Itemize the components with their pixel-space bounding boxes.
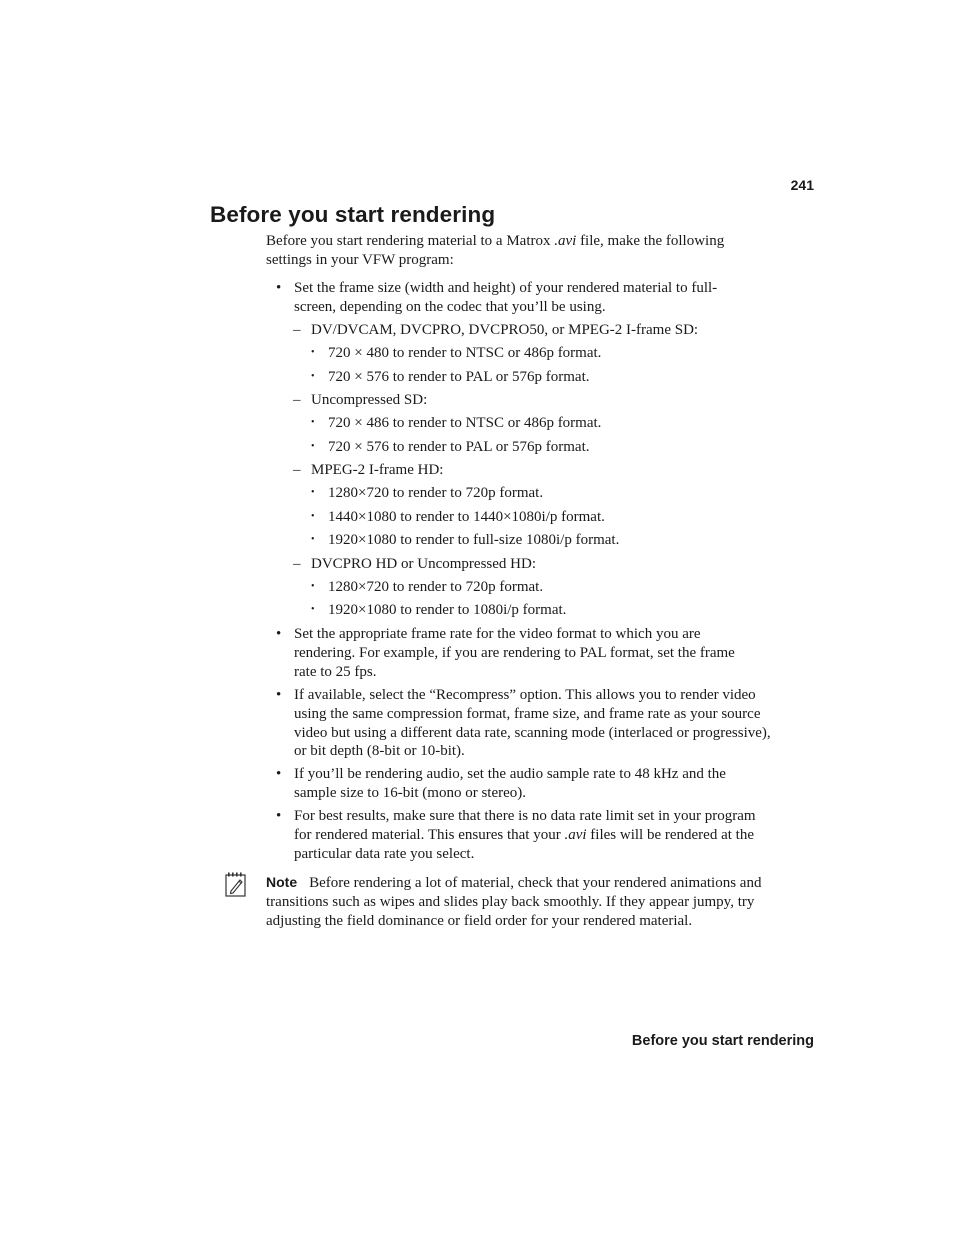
small-bullet-marker: • xyxy=(311,417,315,428)
dash-marker: – xyxy=(293,462,301,478)
bullet-marker: • xyxy=(276,808,282,824)
bullet-marker: • xyxy=(276,687,282,703)
small-bullet-marker: • xyxy=(311,604,315,615)
list-item: 1920×1080 to render to 1080i/p format. xyxy=(328,602,567,618)
bullet-marker: • xyxy=(276,626,282,642)
intro-paragraph xyxy=(266,232,756,270)
small-bullet-marker: • xyxy=(311,511,315,522)
bullet-frame-size: Set the frame size (width and height) of your rendered material to full-screen, depending on the codec that you’ll be using. xyxy=(294,280,718,315)
best-results-text: For best results, make sure that there is no data rate limit set in your program for rendered material. This ensures that your xyxy=(294,808,756,843)
list-item: 720 × 576 to render to PAL or 576p format. xyxy=(328,439,590,455)
group-label-mpeg2-hd: MPEG-2 I-frame HD: xyxy=(311,462,444,478)
bullet-marker: • xyxy=(276,280,282,296)
list-item: 1920×1080 to render to full-size 1080i/p format. xyxy=(328,532,620,548)
small-bullet-marker: • xyxy=(311,441,315,452)
small-bullet-marker: • xyxy=(311,347,315,358)
best-results-extension: .avi xyxy=(564,826,587,843)
small-bullet-marker: • xyxy=(311,371,315,382)
best-results-text-end: files will be rendered at the particular data rate you select. xyxy=(294,826,754,862)
intro-text: Before you start rendering material to a Matrox xyxy=(266,233,555,249)
bullet-marker: • xyxy=(276,766,282,782)
note-text: Before rendering a lot of material, check that your rendered animations and transitions such as wipes and slides play back smoothly. If they appear jumpy, try adjusting the field dominance or field order for your rendered material. xyxy=(266,875,762,929)
intro-extension: .avi xyxy=(554,233,577,249)
list-item: 1440×1080 to render to 1440×1080i/p format. xyxy=(328,509,605,525)
dash-marker: – xyxy=(293,556,301,572)
small-bullet-marker: • xyxy=(311,487,315,498)
dash-marker: – xyxy=(293,322,301,338)
section-heading: Before you start rendering xyxy=(210,202,496,227)
small-bullet-marker: • xyxy=(311,581,315,592)
list-item: 720 × 480 to render to NTSC or 486p format. xyxy=(328,345,602,361)
page-number: 241 xyxy=(790,177,814,193)
list-item: 1280×720 to render to 720p format. xyxy=(328,485,544,501)
dash-marker: – xyxy=(293,392,301,408)
note-label: Note xyxy=(266,874,298,890)
group-label-uncompressed-sd: Uncompressed SD: xyxy=(311,392,428,408)
intro-text-end: file, make the following settings in your VFW program: xyxy=(266,233,725,268)
note-pencil-icon xyxy=(225,871,247,897)
bullet-best-results xyxy=(294,807,772,863)
note-block xyxy=(266,873,772,930)
list-item: 720 × 576 to render to PAL or 576p format. xyxy=(328,369,590,385)
group-label-dvcpro-hd: DVCPRO HD or Uncompressed HD: xyxy=(311,556,536,572)
bullet-frame-rate: Set the appropriate frame rate for the video format to which you are rendering. For example, if you are rendering to PAL format, set the frame rate to 25 fps. xyxy=(294,626,735,680)
bullet-recompress: If available, select the “Recompress” option. This allows you to render video using the same compression format, frame size, and frame rate as your source video but using a different data rate, scanning mode (interlaced or progressive), or bit depth (8-bit or 10-bit). xyxy=(294,687,771,760)
small-bullet-marker: • xyxy=(311,534,315,545)
group-label-dv: DV/DVCAM, DVCPRO, DVCPRO50, or MPEG-2 I-frame SD: xyxy=(311,322,699,338)
list-item: 1280×720 to render to 720p format. xyxy=(328,579,544,595)
bullet-audio: If you’ll be rendering audio, set the audio sample rate to 48 kHz and the sample size to 16-bit (mono or stereo). xyxy=(294,766,726,801)
list-item: 720 × 486 to render to NTSC or 486p format. xyxy=(328,415,602,431)
running-footer: Before you start rendering xyxy=(631,1033,814,1049)
